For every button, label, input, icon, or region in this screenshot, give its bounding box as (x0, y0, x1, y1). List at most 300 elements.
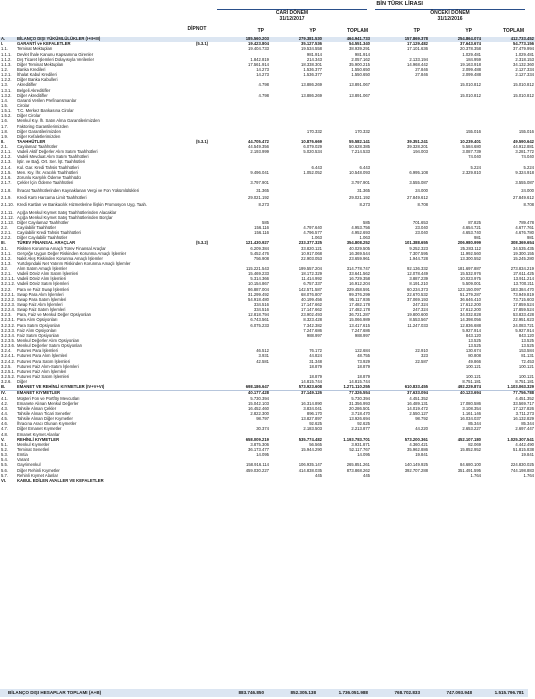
grand-total-value: 883.746.850 (238, 690, 264, 695)
row-value: 13.417.615 (349, 322, 370, 328)
row-value: 4.451.352 (409, 395, 428, 401)
row-value: 85.344 (468, 421, 481, 427)
row-code: 1.1. (1, 46, 8, 52)
row-value: 1.944.728 (409, 255, 428, 261)
row-value: 155.016 (465, 128, 481, 134)
row-value: 15.010.812 (513, 92, 534, 98)
row-value: 17.482.178 (349, 302, 370, 308)
row-value: 1.271.110.255 (323, 385, 376, 391)
row-value: 2.057.162 (351, 56, 370, 62)
row-value: 18.172.329 (301, 271, 322, 277)
row-code: 5.1. (1, 441, 8, 447)
row-label: Futures Para Alım İşlemleri (17, 353, 68, 359)
row-value: 3.108.354 (462, 405, 481, 411)
row-value: 445 (363, 472, 370, 478)
row-code: 1.1.2. (1, 56, 12, 62)
row-value: 17.101.636 (407, 46, 428, 52)
row-note (187, 479, 217, 484)
row-value: 5.314.366 (250, 276, 269, 282)
row-value: 1.550.650 (351, 72, 370, 78)
row-value: 9.324.918 (515, 169, 534, 175)
row-value: 3.281.772 (515, 149, 534, 155)
row-code: 5.7. (1, 472, 8, 478)
row-label: Diğer Cayılabilir Taahhütler (17, 235, 68, 241)
row-value: 31.356.993 (349, 400, 370, 406)
row-value: 535.774.482 (298, 436, 322, 442)
row-label: Cirolar (17, 102, 30, 108)
row-label: Vadeli Döviz Alım İşlemleri (17, 276, 67, 282)
row-value: 8.708 (523, 202, 534, 208)
row-value: 323 (421, 353, 428, 359)
row-code: 2.2.2. (1, 235, 12, 241)
row-value: 49.866 (468, 358, 481, 364)
row-value: 789.478 (518, 219, 534, 225)
row-value: 72.453 (521, 358, 534, 364)
row-value: 6.995.108 (409, 169, 428, 175)
row-value: 698.186.647 (217, 385, 270, 391)
row-value: 13.525 (468, 338, 481, 344)
row-value: 14.273 (256, 66, 269, 72)
row-code: 3.2.3.3. (1, 327, 15, 333)
row-value: 158.916.114 (246, 462, 269, 468)
row-value: 1.025.307.541 (507, 436, 534, 442)
row-label: İştir. ve Bağ. Ort. Ser. İşt. Taahhütleri (17, 159, 86, 165)
row-value: 2.183.503 (303, 426, 322, 432)
row-value: 4.796.577 (303, 230, 322, 236)
row-note: (5.3.1) (195, 138, 209, 144)
previous-period-date: 31/12/2016 (437, 15, 463, 22)
row-value: 34.132.360 (513, 61, 534, 67)
row-value: 14.095 (256, 452, 269, 458)
row-value: 843.120 (518, 332, 534, 338)
row-code: V. (1, 436, 5, 442)
row-code: 1.5.2. (1, 113, 12, 119)
row-value: 194.003 (412, 149, 428, 155)
row-value: 17.147.662 (301, 307, 322, 313)
row-value: 16.729.358 (349, 276, 370, 282)
row-value: 16.369.544 (349, 250, 370, 256)
row-value: 19.300.155 (513, 250, 534, 256)
row-value: 23.040 (415, 230, 428, 236)
row-value: 334.516 (253, 302, 269, 308)
row-value (217, 479, 270, 484)
row-value: 121.430.927 (245, 240, 269, 246)
row-value: 1.063 (359, 235, 370, 241)
row-label: Diğer Teminat Mektupları (17, 61, 64, 67)
row-value: 3.875.306 (250, 441, 269, 447)
row-value: 35.127.536 (301, 41, 322, 47)
row-value: 199.557.204 (298, 266, 322, 272)
row-value: 12.078.449 (407, 271, 428, 277)
row-code: 3.2.3.2. (1, 322, 15, 328)
row-value (270, 201, 323, 211)
row-label: Devlet İhale Kanunu Kapsamına Girenler (17, 51, 94, 57)
row-label: Futures Para İşlemleri (17, 348, 58, 354)
row-value: 27.846 (415, 66, 428, 72)
row-label: Belgeli Akreditifler (17, 87, 51, 93)
row-code: I. (1, 41, 4, 47)
row-value: 35.900.215 (349, 61, 370, 67)
current-period-date: 31/12/2017 (279, 15, 305, 22)
row-code: 3.2.3.4. (1, 332, 15, 338)
row-code: 3.1.2. (1, 255, 12, 261)
row-code: 3.2.1.2. (1, 281, 15, 287)
row-value: 1.550.650 (351, 66, 370, 72)
row-value: 13.700.211 (513, 281, 534, 287)
row-label: Açığa Menkul Kıymet Satış Taahhütlerinden Alacaklar (17, 209, 117, 215)
row-value: 13.300.552 (460, 255, 481, 261)
row-value: 52.117.767 (349, 446, 370, 452)
row-label: Para Satım Opsiyonları (17, 322, 61, 328)
row-label: Alım Satım Amaçlı İşlemler (17, 266, 68, 272)
row-value: 130.674 (465, 348, 481, 354)
row-value: 5.730.394 (250, 395, 269, 401)
row-value: 18.879 (309, 374, 322, 380)
row-code: A. (0, 37, 17, 42)
row-value: 1.536.377 (303, 66, 322, 72)
row-value: 2.193.999 (250, 149, 269, 155)
row-value: 99.376.299 (349, 291, 370, 297)
row-value: 4.798 (258, 92, 269, 98)
row-value: 8.553.567 (409, 317, 428, 323)
row-value: 658.009.219 (245, 436, 269, 442)
row-value: 36.646.410 (460, 296, 481, 302)
row-label: İthalat Kabul Kredileri (17, 72, 57, 78)
row-value: 7.214.533 (351, 149, 370, 155)
row-value: 19.841 (521, 452, 534, 458)
row-value: 81.131 (521, 353, 534, 359)
row-value: 14.095 (357, 452, 370, 458)
row-value: 459.030.227 (245, 467, 269, 473)
row-label: TÜREV FİNANSAL ARAÇLAR (17, 240, 76, 246)
row-value: 33.569.717 (513, 400, 534, 406)
row-value: 5.927.914 (515, 327, 534, 333)
row-value: 17.080.586 (460, 400, 481, 406)
row-label: Men. Kıy. İhr. Aracılık Taahhütleri (17, 169, 78, 175)
row-code: 1.9. (1, 133, 8, 139)
row-value: 77.326.554 (349, 390, 370, 396)
row-value: 16.132.829 (513, 416, 534, 422)
row-code: 3.2.4. (1, 348, 12, 354)
row-value: 13.886.269 (301, 82, 322, 88)
row-value: 873.868.262 (346, 467, 370, 473)
row-code: 3.2.3.5. (1, 338, 15, 344)
row-code: B. (0, 385, 17, 391)
row-value: 8.751.181 (515, 379, 534, 385)
row-value: 1.161.146 (462, 411, 481, 416)
row-value: 15.066.989 (349, 317, 370, 323)
row-value: 106.935.147 (298, 462, 322, 468)
row-code: 3.2.2.3. (1, 302, 15, 308)
row-value: 76.172 (309, 348, 322, 354)
row-value: 39.328.201 (407, 144, 428, 150)
row-value: 2.099.488 (462, 66, 481, 72)
row-label: Banka Kredileri (17, 66, 46, 72)
row-value: 170.332 (354, 128, 370, 134)
row-value: 100.121 (465, 363, 481, 369)
row-label: Tahsile Alınan Çekler (17, 405, 57, 411)
row-value: 155.016 (518, 128, 534, 134)
row-code: 2.1.3. (1, 159, 12, 165)
row-value: 17.859.524 (513, 302, 534, 308)
table-row (0, 201, 535, 211)
row-code: 2.1.11. (1, 209, 14, 215)
row-code: 2.1.1. (1, 149, 12, 155)
row-label: Swap Faiz Alım İşlemleri (17, 302, 63, 308)
row-label: BİLANÇO DIŞI YÜKÜMLÜLÜKLER (I+II+III) (17, 37, 187, 42)
row-value: 2.653.227 (462, 426, 481, 432)
row-value: 8.708 (417, 202, 428, 208)
row-value: 34.032.828 (460, 312, 481, 318)
row-value: 34.535.435 (513, 245, 534, 251)
row-label: Gerçeğe Uygun Değer Riskinden Korunma Amaçlı İşlemler (17, 250, 127, 256)
row-code: 1.7. (1, 123, 8, 129)
row-code: 5.4. (1, 457, 8, 463)
row-value: 33.641.562 (349, 271, 370, 277)
row-value: 15.042.103 (248, 400, 269, 406)
row-value: 981 (527, 235, 534, 241)
row-value: 3.555.087 (515, 180, 534, 186)
row-label: Diğer Cayılamaz Taahhütler (17, 219, 69, 225)
row-value: 37.149.126 (301, 390, 322, 396)
row-value: 3.718.470 (351, 411, 370, 416)
row-label: Diğer (17, 379, 28, 385)
column-header: YP (465, 28, 472, 34)
row-code: 3.1.3. (1, 260, 12, 266)
row-value: 54.551.340 (349, 41, 370, 47)
row-value: 3.931.871 (351, 441, 370, 447)
off-balance-sheet-table (0, 37, 535, 484)
row-value: 6.079.029 (303, 144, 322, 150)
row-value: 31.365 (357, 187, 370, 193)
row-code: 1.3. (1, 82, 8, 88)
row-label: Teminat Mektupları (17, 46, 53, 52)
row-value: 19.800.600 (407, 312, 428, 318)
row-code: 3.2.3.1. (1, 317, 15, 323)
row-value: 17.612.200 (460, 302, 481, 308)
row-value: 10.917.068 (301, 250, 322, 256)
row-value: 16.034.037 (460, 416, 481, 422)
row-label: Diğer Cirolar (17, 113, 41, 119)
row-value: 13.827.897 (301, 416, 322, 422)
row-label: Kredi Kartı Harcama Limit Taahhütleri (17, 194, 87, 200)
table-body (0, 37, 535, 484)
row-label: Faktoring Garantilerimizden (17, 123, 69, 129)
row-value: 13.525 (521, 338, 534, 344)
row-value: 11.247.033 (407, 322, 428, 328)
row-value: 14.815.744 (349, 379, 370, 385)
row-value: 3.797.901 (351, 180, 370, 186)
row-code: 5.2. (1, 446, 8, 452)
row-code: 2.1.10. (1, 202, 14, 208)
row-code: 3.1. (1, 245, 8, 251)
row-label: Yurtdışındaki Net Yatırım Riskinden Korunma Amaçlı İşlemler (17, 260, 131, 266)
row-value: 98.797 (256, 416, 269, 422)
row-label: Emtia (17, 452, 28, 458)
row-value: 77.756.788 (513, 390, 534, 396)
row-value: 308.369.654 (510, 240, 534, 246)
row-value: 573.200.361 (404, 436, 428, 442)
row-code: 2.1. (1, 144, 8, 150)
row-value: 170.332 (306, 128, 322, 134)
row-label: GARANTİ ve KEFALETLER (17, 41, 71, 47)
row-code: 3.2.5.2. (1, 374, 15, 380)
row-code: 3.2.4.2. (1, 358, 15, 364)
row-value: 5.452.476 (250, 250, 269, 256)
row-value: 37.069.193 (407, 296, 428, 302)
row-value: 36.721.287 (349, 312, 370, 318)
row-value: 27.846 (415, 72, 428, 78)
row-code: 4.1. (1, 395, 8, 401)
row-label: Futures Faiz Alım İşlemleri (17, 368, 67, 374)
row-label: Garanti Verilen Prefinansmanlar (17, 97, 77, 103)
row-value: 157.869.378 (376, 37, 429, 42)
row-value: 6.443 (311, 164, 322, 170)
row-value: 13.926.694 (349, 416, 370, 422)
row-value: 44.549.356 (248, 144, 269, 150)
row-code: 1.4. (1, 97, 8, 103)
row-label: Para, Faiz ve Menkul Değer Opsiyonları (17, 312, 92, 318)
note-column-header: DİPNOT (187, 26, 207, 32)
row-code: 5.3. (1, 452, 8, 458)
row-value: 73.715.603 (513, 296, 534, 302)
row-value: 4.451.352 (515, 395, 534, 401)
row-value: 87.825 (468, 219, 481, 225)
row-value: 10.023.975 (460, 276, 481, 282)
row-value: 492.229.874 (429, 385, 482, 391)
row-value: 279.381.530 (270, 37, 323, 42)
row-label: Varant (17, 457, 30, 463)
row-code: 1.2.1. (1, 72, 12, 78)
row-value: 54.773.156 (513, 41, 534, 47)
previous-period-title: ÖNCEKİ DÖNEM (430, 10, 470, 16)
row-value: 756.908 (253, 255, 269, 261)
row-value: 15.532.976 (460, 271, 481, 277)
row-value: 68.076.807 (301, 291, 322, 297)
row-value: 1.764 (523, 472, 534, 478)
row-value: 140.149.925 (404, 462, 428, 468)
row-code: 2.1.13. (1, 219, 14, 225)
row-label: Para Alım Opsiyonları (17, 317, 58, 323)
row-value: 9.496.041 (250, 169, 269, 175)
row-value: 82.069 (468, 441, 481, 447)
row-value: 86.887.004 (248, 286, 269, 292)
row-value: 44.824 (309, 353, 322, 359)
row-value: 1.052.052 (303, 169, 322, 175)
row-value: 1.029.481 (462, 51, 481, 57)
row-value: 17.129.482 (407, 41, 428, 47)
row-value: 31.299.492 (248, 291, 269, 297)
row-label: Diğer Rehinli Kıymetler (17, 467, 60, 473)
row-value: 73.949.819 (513, 291, 534, 297)
row-label: Vadeli Aktif Değerler Alım Satım Taahhütleri (17, 149, 98, 155)
row-value: 4.798 (258, 82, 269, 88)
row-code: 3.2.4.1. (1, 353, 15, 359)
row-label: Rehinli Kıymet Alanlar (17, 472, 58, 478)
grand-total-value: 747.093.948 (446, 690, 472, 695)
row-code: 4.4. (1, 411, 8, 416)
row-value: 24.000 (521, 187, 534, 193)
row-value: 15.944.290 (301, 446, 322, 452)
row-value: 15.852.952 (460, 446, 481, 452)
row-value: 354.808.252 (346, 240, 370, 246)
row-value: 4.676.780 (515, 230, 534, 236)
row-code: 3.2.5. (1, 363, 12, 369)
row-label: Vadeli Döviz Satım İşlemleri (17, 281, 69, 287)
row-value: 14.815.744 (301, 379, 322, 385)
row-value (323, 479, 376, 484)
row-value: 22.670.532 (407, 291, 428, 297)
row-value: 123.150.097 (457, 286, 481, 292)
row-value: 22.951.623 (513, 317, 534, 323)
row-value: 19.404.733 (248, 46, 269, 52)
row-code: IV. (1, 390, 6, 396)
row-value: 981.914 (306, 51, 322, 57)
row-value: 156.116 (254, 224, 269, 230)
row-label: Faiz Satım Opsiyonları (17, 332, 60, 338)
row-label: Cayılabilir Taahhütler (17, 224, 57, 230)
row-value: 701.653 (412, 219, 428, 225)
row-code: 3.1.1. (1, 250, 12, 256)
row-label: Müşteri Fon ve Portföy Mevcutları (17, 395, 80, 401)
row-value: 214.343 (306, 56, 322, 62)
row-value: 101.388.655 (404, 240, 428, 246)
row-value: 46.512 (256, 348, 269, 354)
row-label: Cayılamaz Taahhütler (17, 144, 58, 150)
row-value: 13.891.067 (349, 92, 370, 98)
row-value: 60.234.373 (407, 286, 428, 292)
row-label: Menkul Değerler Satım Opsiyonları (17, 343, 83, 349)
row-value: 17.612.200 (460, 307, 481, 313)
row-code: 3.2.2. (1, 286, 12, 292)
row-value: 14.019.472 (407, 405, 428, 411)
row-label: Diğer Emanet Kıymetler (17, 426, 62, 432)
row-value: 15.245.280 (513, 255, 534, 261)
row-value: 265.851.261 (346, 462, 370, 468)
row-value: 153.584 (518, 348, 534, 354)
row-value: 183.384.470 (510, 286, 534, 292)
row-value: 16.452.460 (248, 405, 269, 411)
row-label: Tahsile Alınan Ticari Senetler (17, 411, 71, 416)
row-value: 988.997 (354, 332, 370, 338)
row-code: 2.1.6. (1, 174, 12, 180)
row-value: 445 (315, 472, 322, 478)
row-value: 19.534.558 (301, 46, 322, 52)
row-value: 5.224 (523, 164, 534, 170)
row-value: 15.010.812 (460, 92, 481, 98)
row-code: 3.2.2.1. (1, 291, 15, 297)
row-value: 13.911.214 (513, 276, 534, 282)
row-label: Çekler İçin Ödeme Taahhütleri (17, 180, 74, 186)
row-value: 12.818.794 (248, 312, 269, 318)
row-label: Diğer Kefaletlerimizden (17, 133, 61, 139)
row-value: 29.021.192 (248, 194, 269, 200)
row-value: 5.224 (470, 164, 481, 170)
row-value: 273.834.219 (510, 266, 534, 272)
row-value: 3.087.739 (462, 149, 481, 155)
row-code: 5.5. (1, 462, 8, 468)
grand-total-value: 1.736.051.988 (338, 690, 368, 695)
row-label: Futures Para Satım İşlemleri (17, 358, 71, 364)
row-code: 4.8. (1, 431, 8, 437)
row-value: 24.083.721 (513, 322, 534, 328)
row-value: 8.191.210 (409, 281, 428, 287)
row-value: 25.283.112 (460, 245, 481, 251)
row-value: 15.010.812 (513, 82, 534, 88)
row-value: 1.536.377 (303, 72, 322, 78)
row-value: 9.252.323 (409, 245, 428, 251)
row-label: Riskten Korunma Amaçlı Türev Finansal Araçlar (17, 245, 106, 251)
